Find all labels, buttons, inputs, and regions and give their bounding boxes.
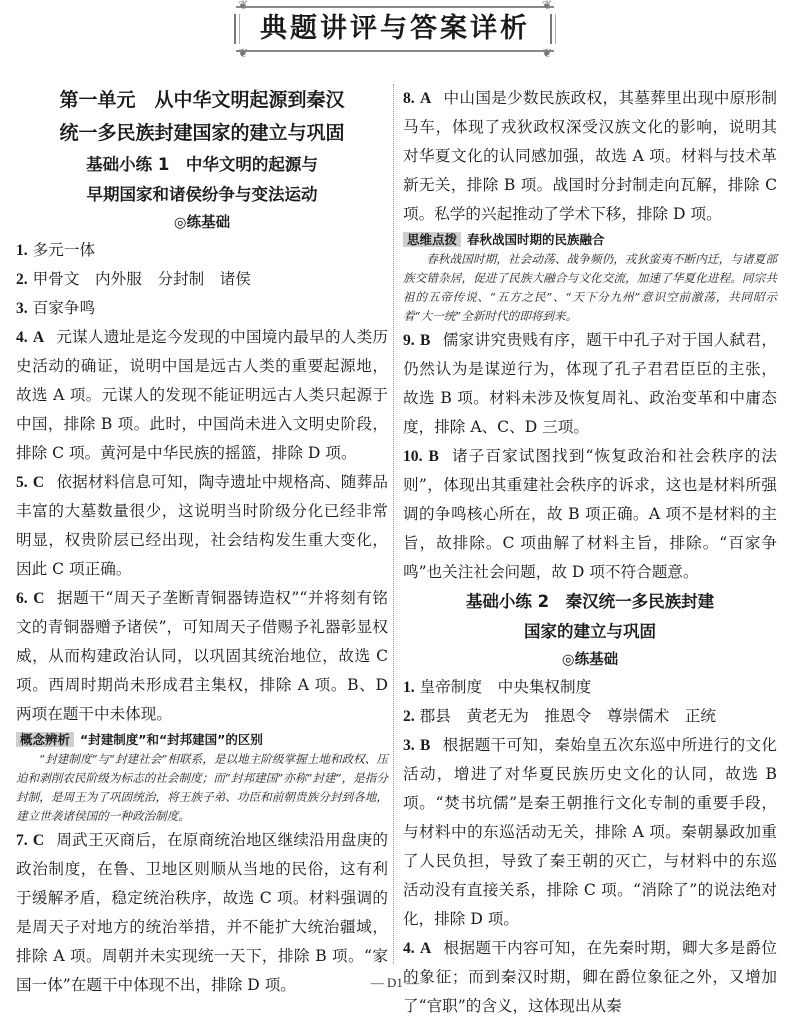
item-text: 皇帝制度 中央集权制度	[419, 678, 592, 696]
answer-item	[16, 468, 388, 584]
answer-item	[16, 584, 388, 729]
item-text: 周武王灭商后，在原商统治地区继续沿用盘庚的政治制度，在鲁、卫地区则顺从当地的民俗，这有利于缓解矛盾，稳定统治秩序，故选 C 项。材料强调的是周天子对地方的统治举措，并不能扩大统治疆域，排除 A 项。周朝并未实现统一天下，排除 B 项。“家国一体”在题干中体现不出，排除 D 项。	[16, 831, 388, 994]
item-number: 4.	[403, 940, 415, 957]
answer-item	[16, 826, 388, 1000]
tip-body: “封建制度”与“封建社会”相联系，是以地主阶级掌握土地和政权、压迫和剥削农民阶级为标志的社会制度；而“封邦建国”亦称“封建”，是指分封制，是周王为了巩固统治，将王族子弟、功臣和前朝贵族分封到各地，建立世袭诸侯国的一种政治制度。	[16, 752, 388, 823]
answer-choice: B	[420, 737, 431, 754]
item-text: 多元一体	[32, 241, 96, 259]
answer-choice: A	[419, 90, 432, 107]
tip-title: “封建制度”和“封邦建国”的区别	[80, 732, 263, 747]
unit-title: 第一单元 从中华文明起源到秦汉	[59, 89, 345, 111]
answer-choice: B	[428, 448, 439, 465]
tip-tag: 思维点拨	[403, 232, 461, 247]
item-text: 儒家讲究贵贱有序，题干中孔子对于国人弑君，仍然认为是谋逆行为，体现了孔子君君臣臣的主张，故选 B 项。材料未涉及恢复周礼、政治变革和中庸态度，排除 A、C、D 三项。	[403, 331, 777, 436]
answer-item	[16, 294, 388, 323]
answer-choice: C	[33, 590, 45, 607]
item-number: 4.	[16, 329, 28, 346]
tip-box	[403, 230, 777, 326]
right-column	[403, 84, 777, 1021]
section-title: 基础小练 1 中华文明的起源与	[86, 155, 318, 174]
left-column	[16, 84, 388, 1000]
item-number: 6.	[16, 590, 28, 607]
item-text: 诸子百家试图找到“恢复政治和社会秩序的法则”，体现出其重建社会秩序的诉求，这也是材料所强调的争鸣核心所在，故 B 项正确。A 项不是材料的主旨，故排除。C 项曲解了材料主旨，排除。“百家争鸣”也关注社会问题，故 D 项不符合题意。	[403, 447, 777, 581]
item-number: 3.	[403, 737, 415, 754]
item-text: 甲骨文 内外服 分封制 诸侯	[32, 270, 251, 288]
item-number: 9.	[403, 332, 415, 349]
answer-choice: B	[420, 332, 431, 349]
item-number: 5.	[16, 474, 28, 491]
ornament-icon: ❦	[541, 0, 552, 12]
item-number: 1.	[403, 679, 415, 696]
item-text: 依据材料信息可知，陶寺遗址中规格高、随葬品丰富的大墓数量很少，这说明当时阶级分化已经非常明显，权贵阶层已经出现，社会结构发生重大变化，因此 C 项正确。	[16, 473, 388, 578]
ornament-icon: ❦	[238, 0, 249, 12]
answer-item	[16, 236, 388, 265]
answer-item	[403, 84, 777, 229]
item-number: 1.	[16, 242, 28, 259]
tip-box	[16, 730, 388, 826]
tip-body: 春秋战国时期，社会动荡、战争频仍，戎狄蛮夷不断内迁，与诸夏部族交错杂居，促进了民族大融合与文化交流，加速了华夏化进程。同宗共祖的五帝传说、“五方之民”、“天下分九州”意识空前激荡，共同昭示着“大一统”全新时代的即将到来。	[403, 252, 777, 323]
tip-title: 春秋战国时期的民族融合	[467, 232, 605, 247]
item-text: 郡县 黄老无为 推恩令 尊崇儒术 正统	[419, 707, 716, 725]
tip-header	[16, 730, 388, 750]
item-number: 8.	[403, 90, 415, 107]
section-title: 基础小练 2 秦汉统一多民族封建	[465, 592, 715, 611]
answer-item	[403, 326, 777, 442]
section-banner	[236, 0, 554, 60]
item-text: 元谋人遗址是迄今发现的中国境内最早的人类历史活动的确证，说明中国是远古人类的重要起源地，故选 A 项。元谋人的发现不能证明远古人类只起源于中国，排除 B 项。此时，中国尚未进入文明史阶段，排除 C 项。黄河是中华民族的摇篮，排除 D 项。	[16, 328, 388, 462]
answer-item	[403, 442, 777, 587]
banner-title: 典题讲评与答案详析	[260, 13, 530, 44]
answer-item	[403, 702, 777, 731]
item-text: 根据题干可知，秦始皇五次东巡中所进行的文化活动，增进了对华夏民族历史文化的认同，故选 B 项。“焚书坑儒”是秦王朝推行文化专制的重要手段，与材料中的东巡活动无关，排除 A 项。秦朝暴政加重了人民负担，导致了秦王朝的灭亡，与材料中的东巡活动没有直接关系，排除 C 项。“消除了”的说法绝对化，排除 D 项。	[403, 736, 777, 928]
item-text: 据题干“周天子垄断青铜器铸造权”“并将刻有铭文的青铜器赠予诸侯”，可知周天子借赐予礼器彰显权威，从而构建政治认同，以巩固其统治地位，故选 C 项。西周时期尚未形成君主集权，排除 A 项。B、D 两项在题干中未体现。	[16, 589, 388, 723]
unit-title: 统一多民族封建国家的建立与巩固	[59, 122, 345, 144]
answer-choice: C	[32, 832, 45, 849]
answer-choice: A	[419, 940, 432, 957]
column-divider	[393, 84, 394, 964]
section-title: 早期国家和诸侯纷争与变法运动	[86, 185, 318, 204]
item-number: 7.	[16, 832, 28, 849]
answer-choice: C	[32, 474, 45, 491]
tip-header	[403, 230, 777, 250]
item-text: 中山国是少数民族政权，其墓葬里出现中原形制马车，体现了戎狄政权深受汉族文化的影响，说明其对华夏文化的认同感加强，故选 A 项。材料与技术革新无关，排除 B 项。战国时分封制走向瓦解，排除 C 项。私学的兴起推动了学术下移，排除 D 项。	[403, 89, 777, 223]
tip-tag: 概念辨析	[16, 732, 74, 747]
answer-list	[16, 236, 388, 729]
item-text: 根据题干内容可知，在先秦时期，卿大多是爵位的象征；而到秦汉时期，卿在爵位象征之外，又增加了“官职”的含义，这体现出从秦	[403, 939, 777, 1015]
practice-label: ◎练基础	[173, 215, 231, 231]
item-text: 百家争鸣	[32, 299, 96, 317]
section-title: 国家的建立与巩固	[524, 622, 656, 641]
item-number: 10.	[403, 448, 423, 465]
answer-choice: A	[32, 329, 45, 346]
answer-item	[403, 731, 777, 934]
item-number: 3.	[16, 300, 28, 317]
item-number: 2.	[403, 708, 415, 725]
answer-item	[16, 323, 388, 468]
ornament-icon: ❦	[541, 46, 552, 60]
page-number: — D1 —	[370, 975, 420, 990]
answer-item	[16, 265, 388, 294]
practice-label: ◎练基础	[561, 652, 619, 668]
item-number: 2.	[16, 271, 28, 288]
answer-item	[403, 673, 777, 702]
ornament-icon: ❦	[238, 46, 249, 60]
